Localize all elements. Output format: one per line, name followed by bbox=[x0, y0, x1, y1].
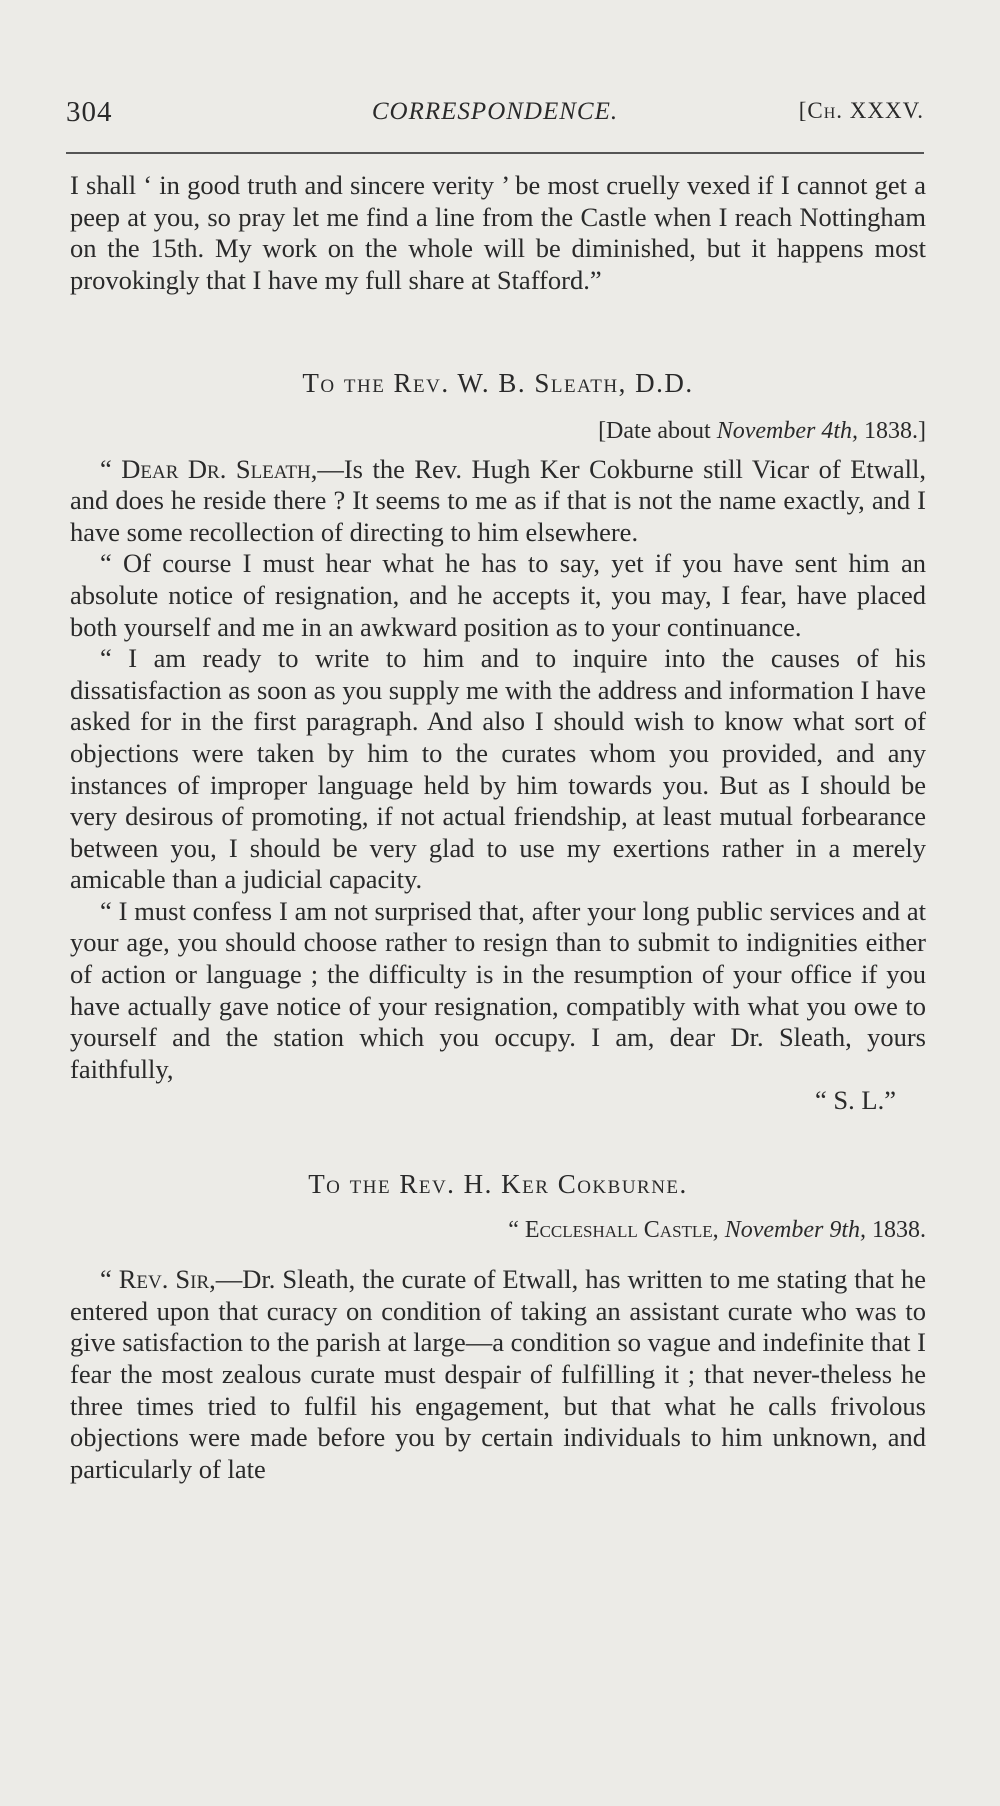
letter2-dateline bbox=[70, 1215, 926, 1247]
letter1-paragraph-2: “ Of course I must hear what he has to say, yet if you have sent him an absolute notice of resignation, and he accepts it, you may, I fear, have placed both yourself and me in an awkward position as to your continuance. bbox=[70, 548, 926, 642]
heading-gap-2 bbox=[70, 1201, 926, 1215]
letter1-paragraph-4: “ I must confess I am not surprised that, after your long public services and at your age, you should choose rather to resign than to submit to indignities either of action or language ; the difficulty is in the resumption of your office if you have actually gave notice of your resignation, compatibly with what you owe to yourself and the station which you occupy. I am, dear Dr. Sleath, yours faithfully, bbox=[70, 895, 926, 1084]
letter1-date-prefix: [Date about bbox=[598, 417, 717, 444]
letter2-date-prefix: “ Eccleshall Castle, bbox=[508, 1216, 725, 1243]
letter1-paragraph-1-text: —Is the Rev. Hugh Ker Cokburne still Vicar of Etwall, and does he reside there ? It seems to me as if that is not the name exactly, and I have some recollection of directing to him elsewhere. bbox=[70, 453, 926, 547]
chapter-label: [Ch. XXXV. bbox=[798, 98, 924, 123]
letter2-date-italic: November 9th, bbox=[724, 1216, 866, 1243]
letter2-date-suffix: 1838. bbox=[866, 1216, 926, 1243]
section-gap bbox=[70, 296, 926, 368]
letter1-paragraph-1 bbox=[70, 454, 926, 549]
letter2-paragraph-1 bbox=[70, 1264, 926, 1485]
page-header bbox=[66, 92, 924, 132]
page-body bbox=[70, 170, 926, 1485]
letter1-paragraph-3: “ I am ready to write to him and to inquire into the causes of his dissatisfaction as soon as you supply me with the address and information I have asked for in the first paragraph. And also I should wish to know what sort of objections were taken by him to the curates whom you provided, and any instances of improper language held by him towards you. But as I should be very desirous of promoting, if not actual friendship, at least mutual forbearance between you, I should be very glad to use my exertions rather in a merely amicable than a judicial capacity. bbox=[70, 643, 926, 895]
letter1-date-italic: November 4th, bbox=[716, 417, 858, 444]
letter1-heading: To the Rev. W. B. Sleath, D.D. bbox=[302, 368, 694, 399]
intro-paragraph: I shall ‘ in good truth and sincere verity ’ be most cruelly vexed if I cannot get a peep at you, so pray let me find a line from the Castle when I reach Nottingham on the 15th. My work on the whole will be diminished, but it happens most provokingly that I have my full share at Stafford.” bbox=[70, 170, 926, 295]
header-rule bbox=[66, 152, 924, 154]
letter1-dateline bbox=[70, 416, 926, 448]
page-number: 304 bbox=[66, 96, 113, 128]
letter2-paragraph-1-text: —Dr. Sleath, the curate of Etwall, has written to me stating that he entered upon that curacy on condition of taking an assistant curate who was to give satisfaction to the parish at large—a condition so vague and indefinite that I fear the most zealous curate must despair of fulfilling it ; that never-theless he three times tried to fulfil his engagement, but that what he calls frivolous objections were made before you by certain individuals to him unknown, and particularly of late bbox=[70, 1264, 926, 1484]
letter1-signature: “ S. L.” bbox=[815, 1085, 896, 1116]
letter1-salutation: “ Dear Dr. Sleath, bbox=[100, 453, 318, 484]
running-title: CORRESPONDENCE. bbox=[371, 98, 619, 125]
date-gap-2 bbox=[70, 1246, 926, 1264]
heading-gap bbox=[70, 400, 926, 416]
letter1-date-suffix: 1838.] bbox=[858, 417, 926, 444]
letter2-heading: To the Rev. H. Ker Cokburne. bbox=[308, 1169, 688, 1200]
letter2-salutation: “ Rev. Sir, bbox=[100, 1264, 216, 1295]
section-gap-2 bbox=[70, 1117, 926, 1169]
